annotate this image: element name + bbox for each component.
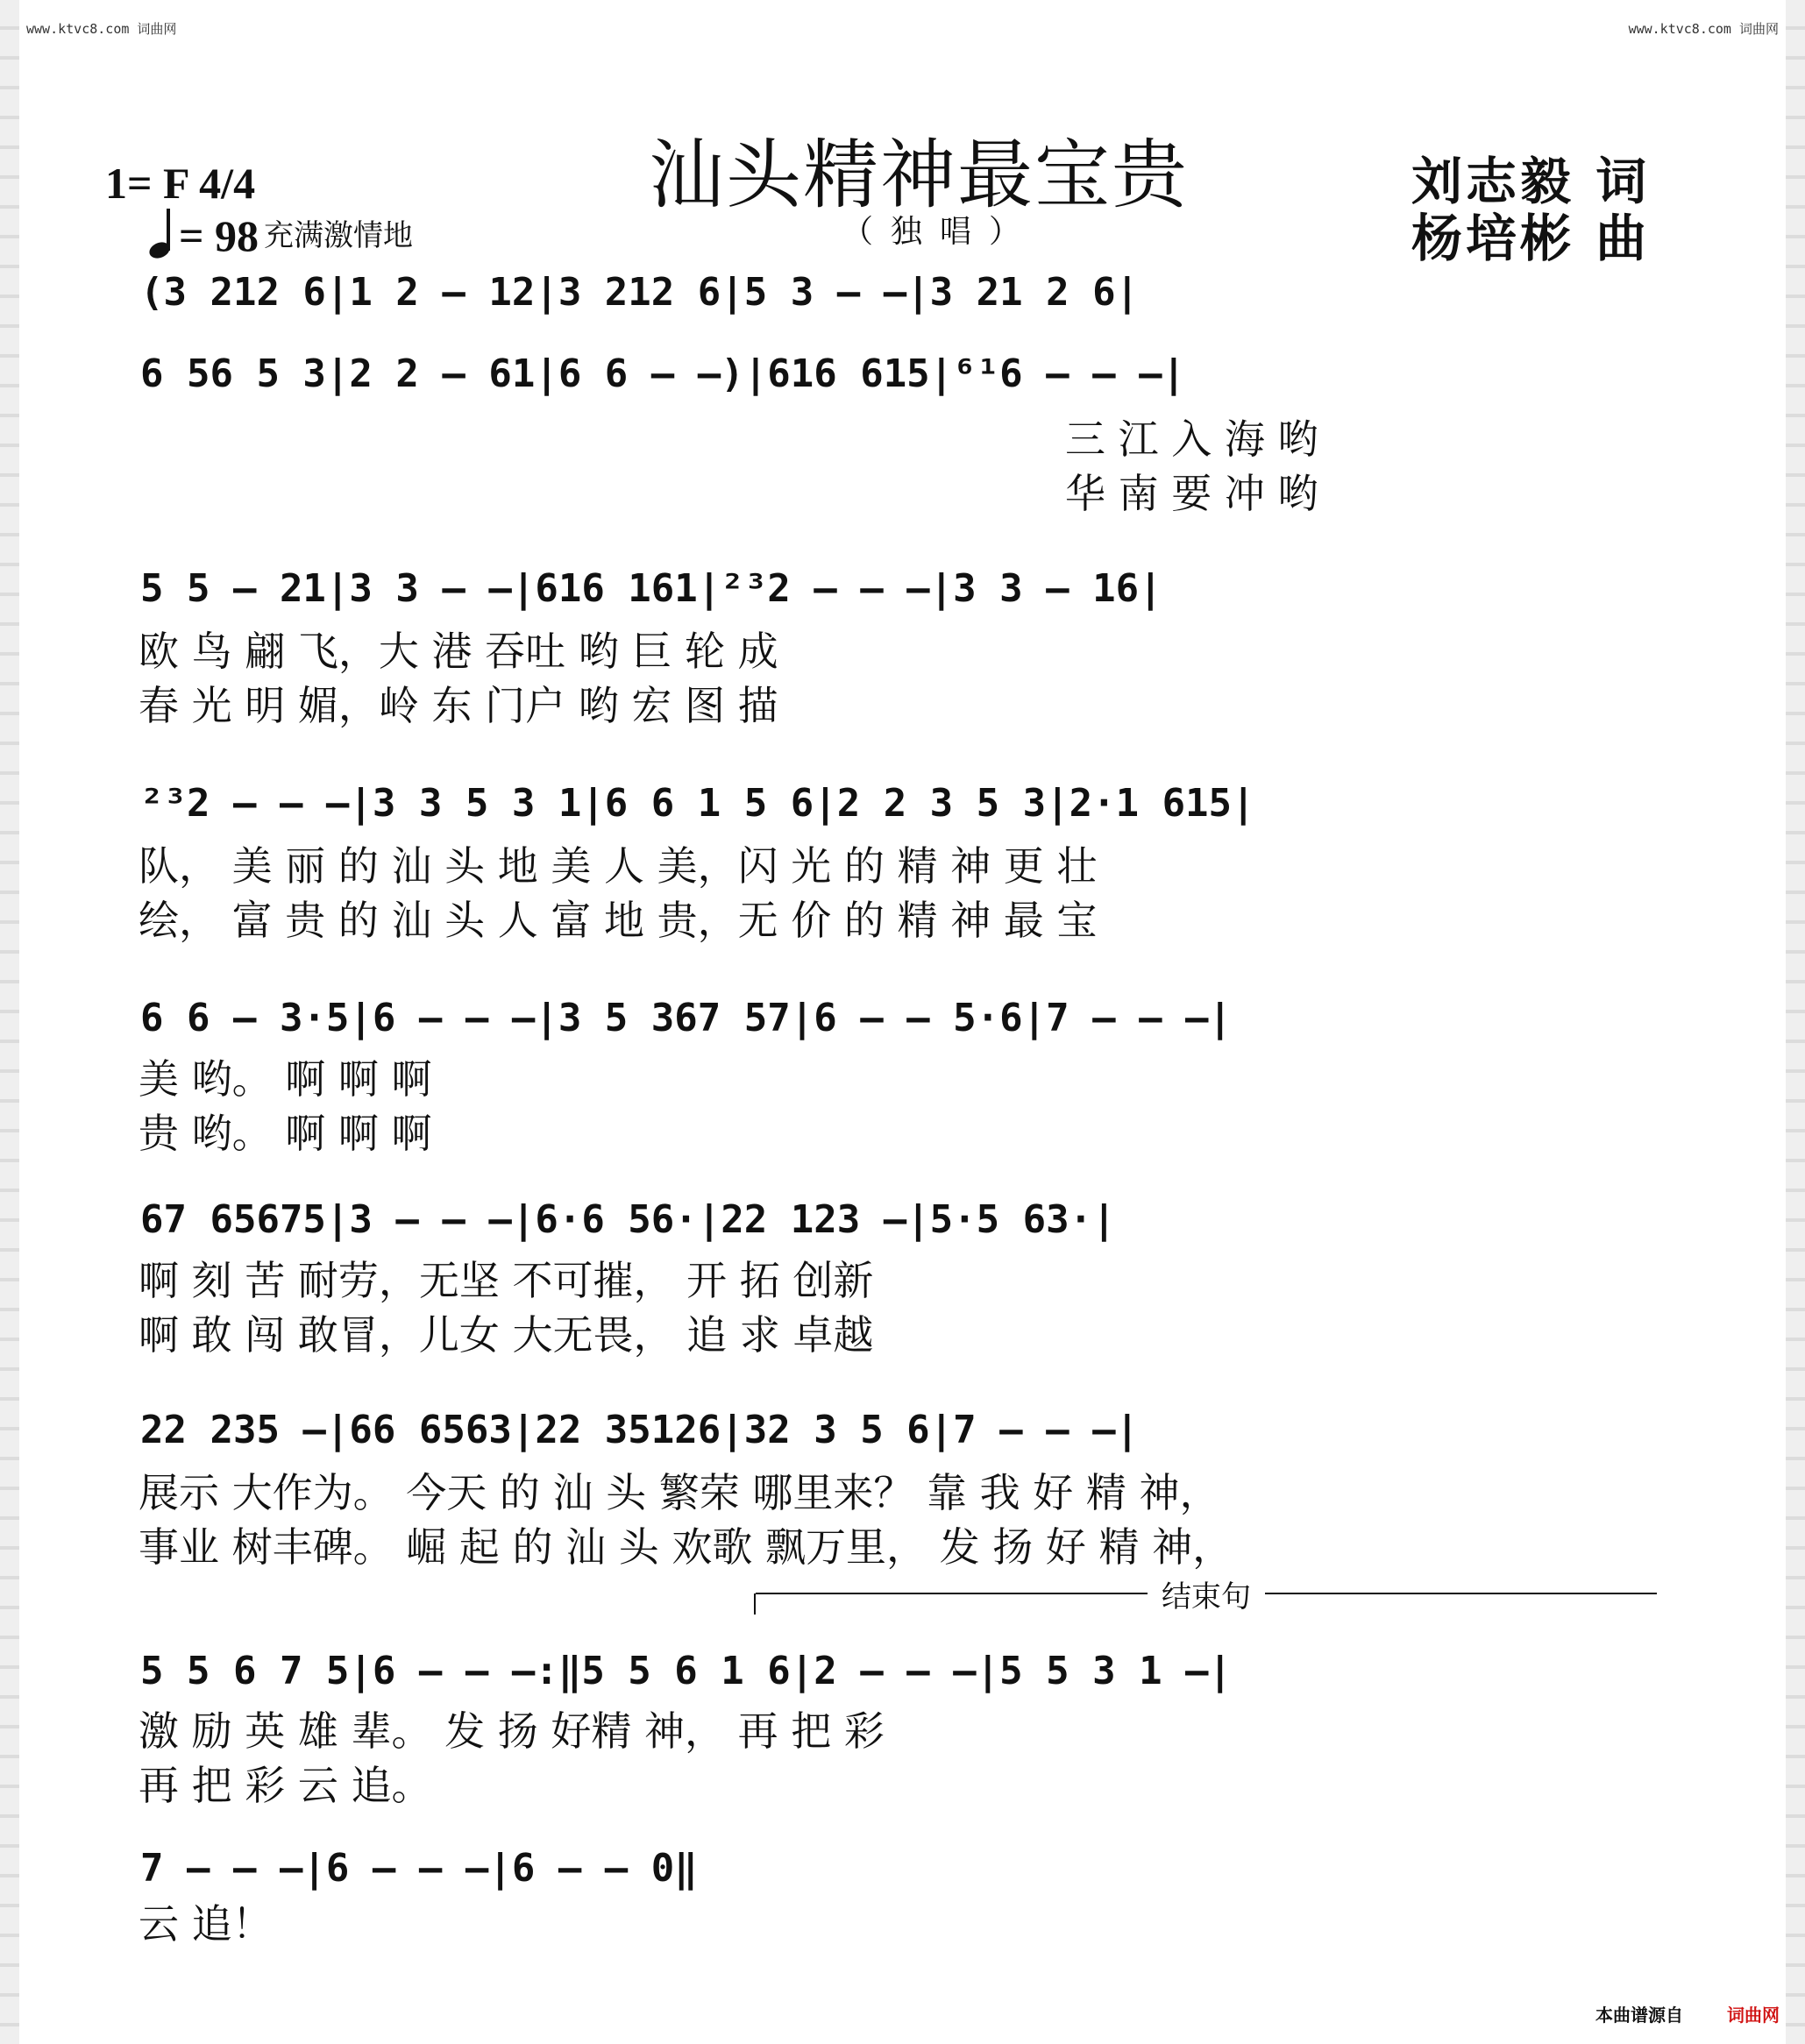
watermark-url-right: www.ktvc8.com 词曲网 bbox=[1628, 21, 1779, 37]
score-line-4: ²³2 — — —|3 3 5 3 1|6 6 1 5 6|2 2 3 5 3|2·1 615| bbox=[140, 781, 1255, 826]
tempo-marking bbox=[149, 209, 413, 258]
lyric-line-12: 事业 树丰碑。 崛 起 的 汕 头 欢歌 飘万里， 发 扬 好 精 神， bbox=[139, 1523, 1233, 1571]
key-signature: 1= F 4/4 bbox=[105, 159, 256, 208]
tempo-value: = 98 bbox=[179, 211, 259, 260]
lyric-line-5: 队， 美 丽 的 汕 头 地 美 人 美，闪 光 的 精 神 更 壮 bbox=[139, 842, 1098, 890]
lyric-line-13: 激 励 英 雄 辈。 发 扬 好精 神， 再 把 彩 bbox=[139, 1707, 885, 1755]
tempo-description: 充满激情地 bbox=[264, 218, 413, 253]
lyric-line-9: 啊 刻 苦 耐劳，无坚 不可摧， 开 拓 创新 bbox=[139, 1257, 874, 1304]
song-subtitle: （独唱） bbox=[842, 214, 1039, 250]
score-line-2: 6 56 5 3|2 2 — 61|6 6 — —)|616 615|⁶¹6 — — —| bbox=[140, 351, 1186, 396]
ending-section-marker bbox=[754, 1579, 1657, 1615]
lyric-line-3: 欧 鸟 翩 飞，大 港 吞吐 哟 巨 轮 成 bbox=[139, 628, 778, 675]
score-line-9: 7 — — —|6 — — —|6 — — 0‖ bbox=[140, 1846, 698, 1891]
lyric-line-1: 三 江 入 海 哟 bbox=[1065, 415, 1318, 463]
lyric-line-6: 绘， 富 贵 的 汕 头 人 富 地 贵，无 价 的 精 神 最 宝 bbox=[139, 897, 1098, 944]
lyric-line-10: 啊 敢 闯 敢冒，儿女 大无畏， 追 求 卓越 bbox=[139, 1311, 874, 1359]
quarter-note-icon bbox=[149, 209, 175, 258]
lyric-line-15: 云 追！ bbox=[139, 1900, 273, 1948]
right-border-strip bbox=[1786, 0, 1805, 2044]
score-line-8: 5 5 6 7 5|6 — — —:‖5 5 6 1 6|2 — — —|5 5 3 1 —| bbox=[140, 1649, 1233, 1693]
score-line-1: (3 212 6|1 2 — 12|3 212 6|5 3 — —|3 21 2 6| bbox=[140, 270, 1140, 315]
left-border-strip bbox=[0, 0, 19, 2044]
watermark-url-left: www.ktvc8.com 词曲网 bbox=[26, 21, 177, 37]
lyric-line-8: 贵 哟。 啊 啊 啊 bbox=[139, 1110, 432, 1157]
composer-credit: 杨培彬 曲 bbox=[1411, 209, 1651, 268]
song-title: 汕头精神最宝贵 bbox=[649, 131, 1189, 219]
footer-source-note: 本曲谱源自 bbox=[1595, 2005, 1683, 2026]
lyricist-credit: 刘志毅 词 bbox=[1411, 152, 1651, 211]
lyric-line-2: 华 南 要 冲 哟 bbox=[1065, 470, 1318, 517]
score-line-3: 5 5 — 21|3 3 — —|616 161|²³2 — — —|3 3 — 16| bbox=[140, 566, 1162, 611]
footer-brand-logo[interactable]: 词曲网 bbox=[1727, 2005, 1780, 2026]
score-line-6: 67 65675|3 — — —|6·6 56·|22 123 —|5·5 63·| bbox=[140, 1197, 1116, 1242]
lyric-line-7: 美 哟。 啊 啊 啊 bbox=[139, 1055, 432, 1103]
ending-section-label: 结束句 bbox=[1162, 1579, 1251, 1615]
lyric-line-4: 春 光 明 媚，岭 东 门户 哟 宏 图 描 bbox=[139, 682, 778, 729]
score-line-7: 22 235 —|66 6563|22 35126|32 3 5 6|7 — — —| bbox=[140, 1408, 1140, 1452]
score-line-5: 6 6 — 3·5|6 — — —|3 5 367 57|6 — — 5·6|7 — — —| bbox=[140, 996, 1233, 1040]
lyric-line-11: 展示 大作为。 今天 的 汕 头 繁荣 哪里来？ 靠 我 好 精 神， bbox=[139, 1469, 1220, 1516]
lyric-line-14: 再 把 彩 云 追。 bbox=[139, 1762, 432, 1809]
